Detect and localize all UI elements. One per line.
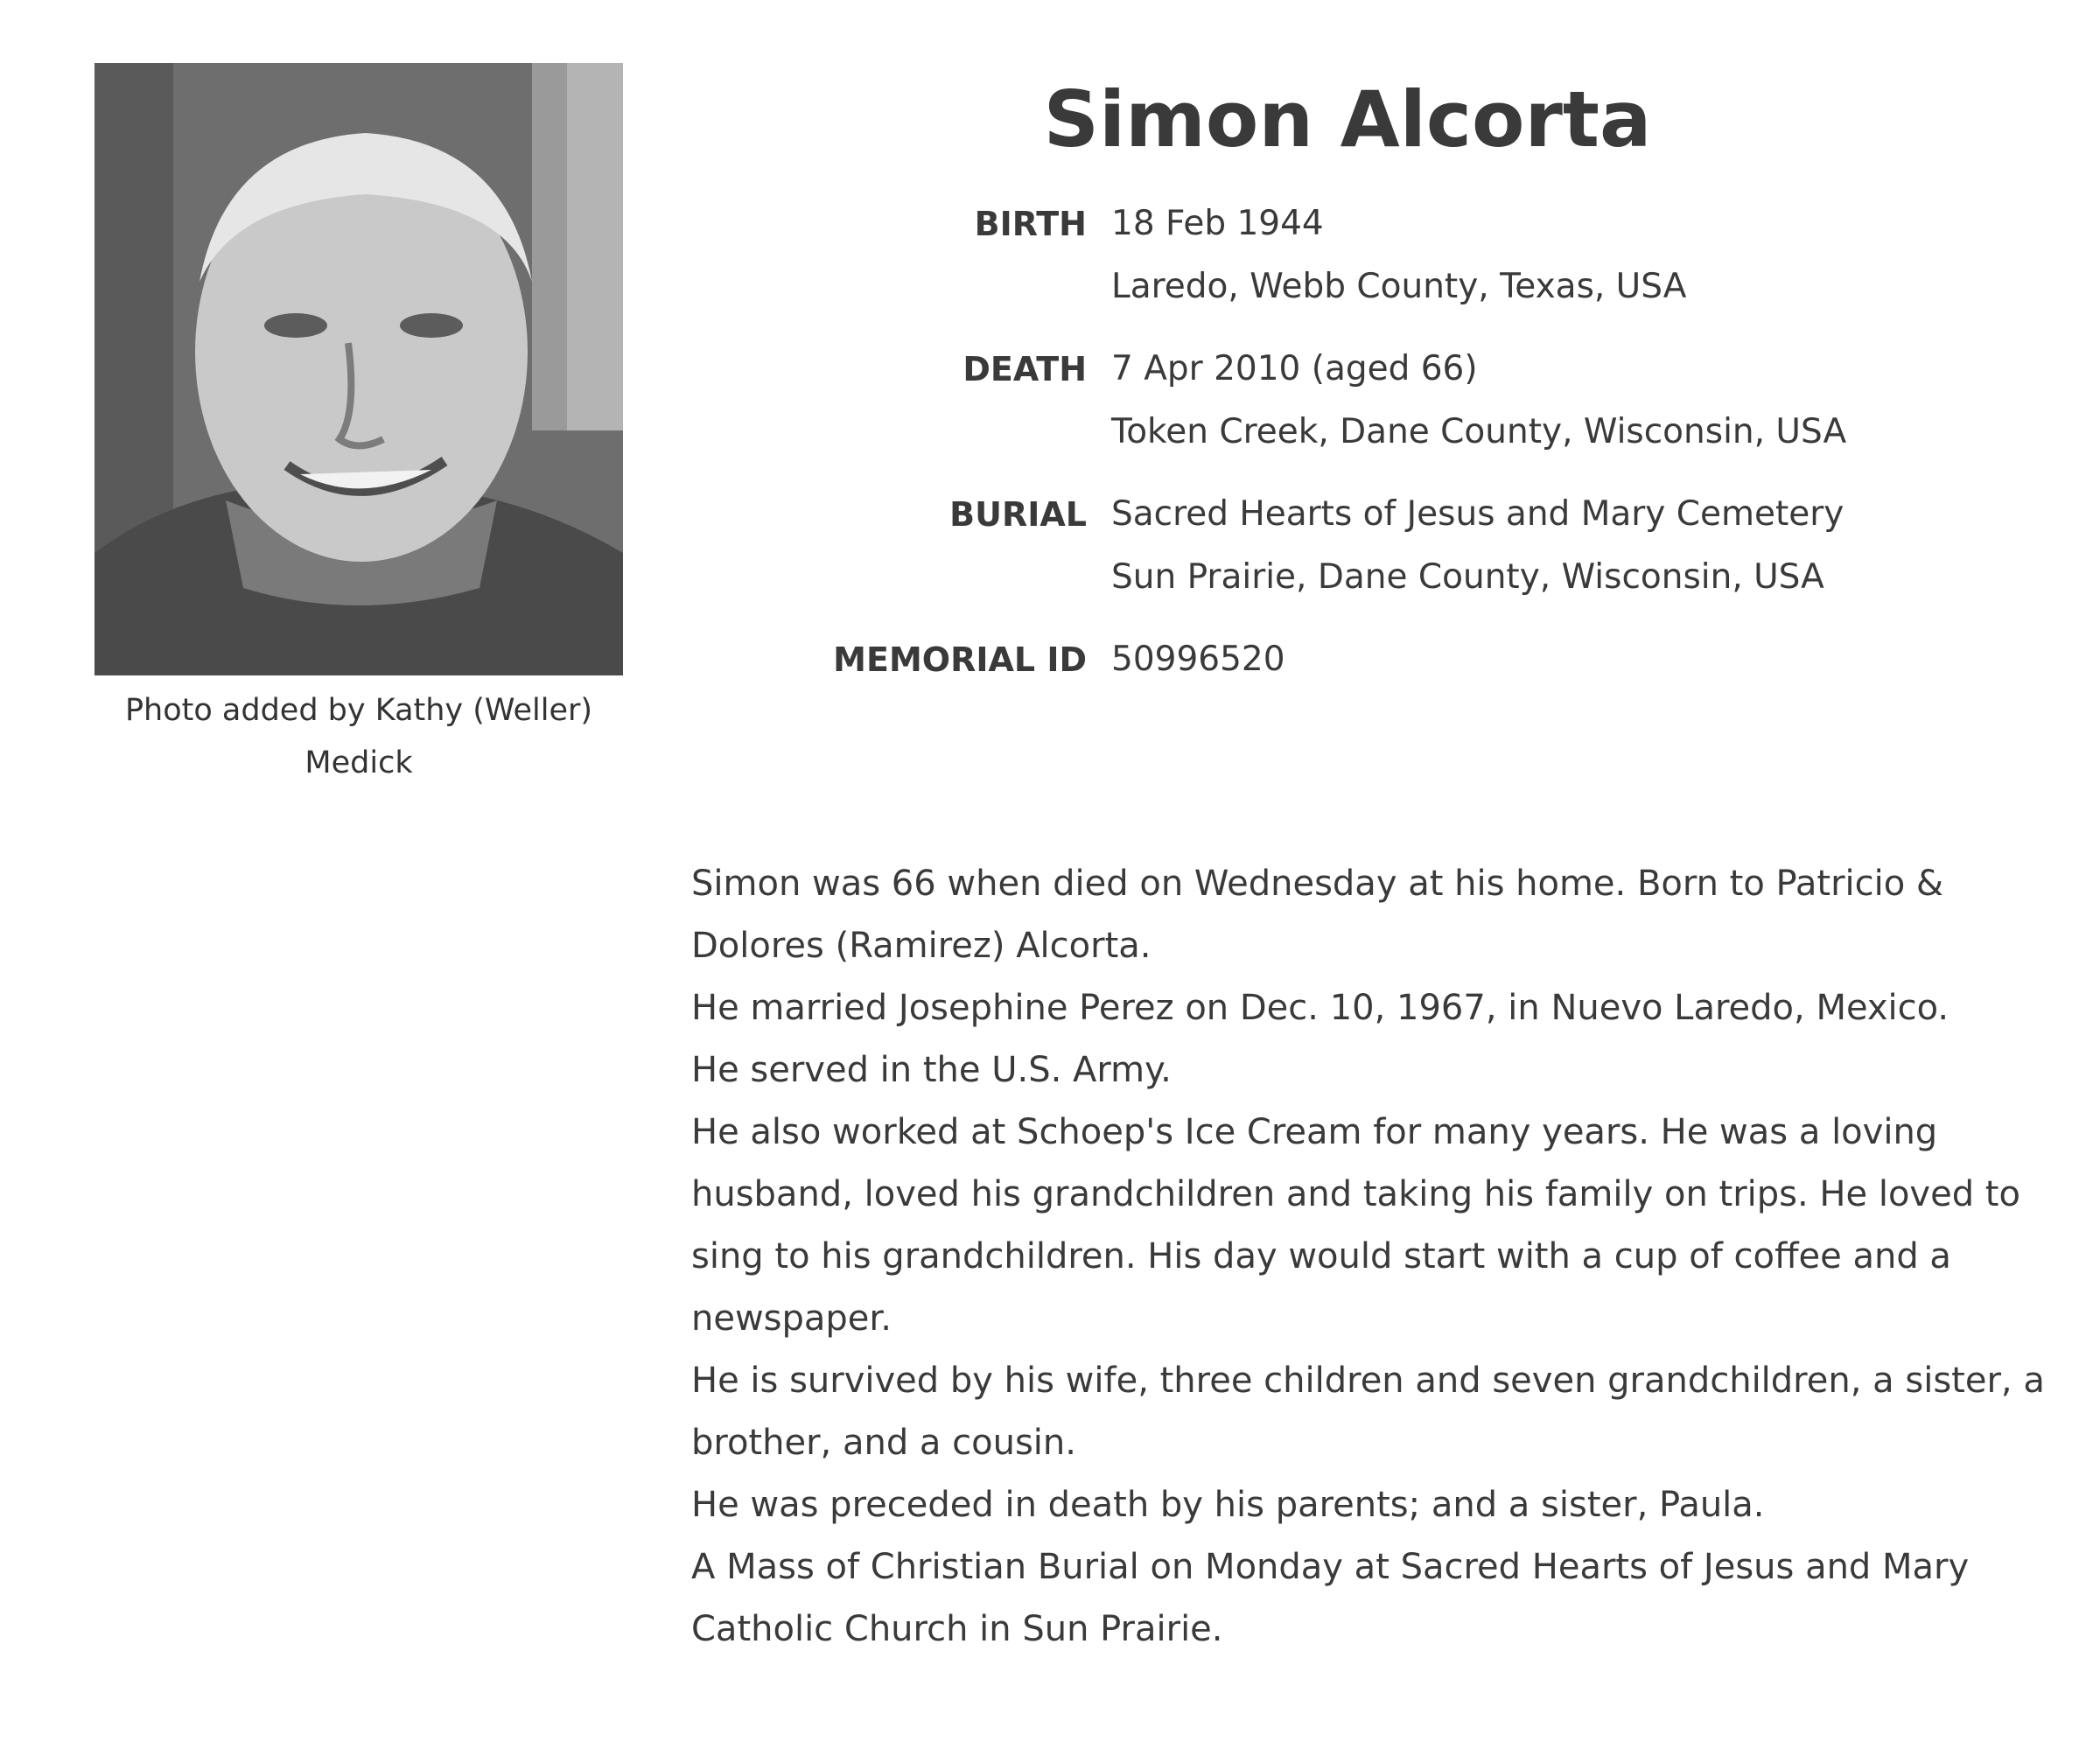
bio-line: He also worked at Schoep's Ice Cream for many years. He was a loving — [691, 1112, 1938, 1152]
bio-line: Simon was 66 when died on Wednesday at his home. Born to Patricio & — [691, 864, 1944, 904]
portrait-image — [94, 63, 623, 675]
birth-label: BIRTH — [974, 205, 1087, 243]
birth-date: 18 Feb 1944 — [1111, 204, 1324, 243]
bio-line: He served in the U.S. Army. — [691, 1050, 1172, 1090]
memorial-facts — [752, 192, 1942, 710]
bio-line: sing to his grandchildren. His day would start with a cup of coffee and a — [691, 1236, 1951, 1277]
photo-caption — [94, 684, 623, 789]
bio-line: He married Josephine Perez on Dec. 10, 1967, in Nuevo Laredo, Mexico. — [691, 988, 1950, 1028]
memorial-id-fact — [752, 628, 1942, 691]
bio-line: brother, and a cousin. — [691, 1423, 1076, 1463]
birth-place[interactable]: Laredo, Webb County, Texas, USA — [1111, 267, 1687, 306]
memorial-id-value: 50996520 — [1111, 640, 1285, 679]
photo-caption-line-1: Photo added by Kathy (Weller) — [124, 693, 593, 728]
death-fact — [752, 338, 1942, 464]
burial-place[interactable]: Sun Prairie, Dane County, Wisconsin, USA — [1111, 557, 1824, 597]
birth-fact — [752, 192, 1942, 318]
burial-cemetery[interactable]: Sacred Hearts of Jesus and Mary Cemetery — [1111, 494, 1844, 534]
bio-line: A Mass of Christian Burial on Monday at Sacred Hearts of Jesus and Mary — [691, 1547, 1970, 1587]
memorial-id-label: MEMORIAL ID — [833, 640, 1087, 679]
death-place[interactable]: Token Creek, Dane County, Wisconsin, USA — [1111, 412, 1847, 451]
bio-line: newspaper. — [691, 1298, 892, 1339]
biography — [691, 853, 2045, 1661]
bio-line: Catholic Church in Sun Prairie. — [691, 1609, 1223, 1649]
bio-line: He was preceded in death by his parents; and a sister, Paula. — [691, 1485, 1765, 1525]
burial-fact — [752, 483, 1942, 609]
bio-line: Dolores (Ramirez) Alcorta. — [691, 926, 1152, 966]
photo-caption-line-2[interactable]: Medick — [304, 745, 413, 780]
death-label: DEATH — [962, 350, 1087, 388]
memorial-name: Simon Alcorta — [1043, 74, 1652, 164]
memorial-photo-section — [94, 63, 623, 789]
memorial-photo[interactable] — [94, 63, 623, 675]
bio-line: He is survived by his wife, three children and seven grandchildren, a sister, a — [691, 1361, 2045, 1401]
bio-line: husband, loved his grandchildren and taking his family on trips. He loved to — [691, 1174, 2020, 1214]
death-date: 7 Apr 2010 (aged 66) — [1111, 349, 1478, 388]
burial-label: BURIAL — [949, 495, 1087, 534]
